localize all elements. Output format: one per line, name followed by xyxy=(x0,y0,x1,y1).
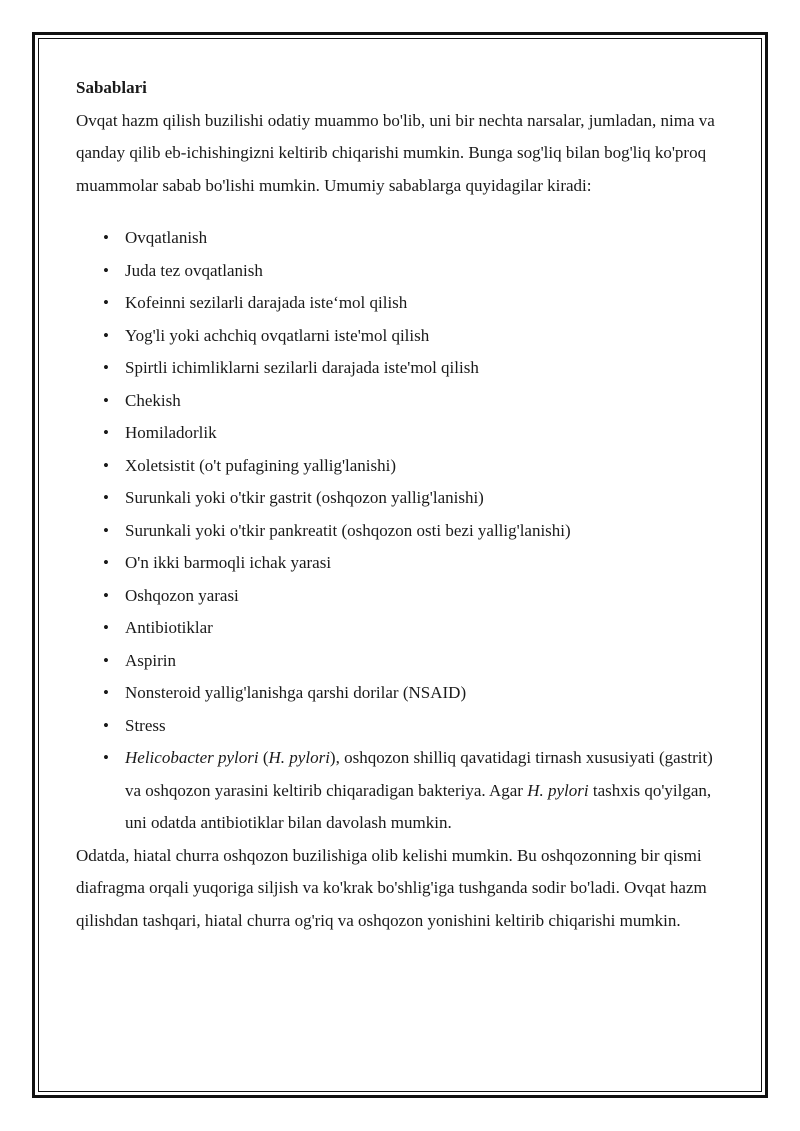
list-item-text: Homiladorlik xyxy=(125,423,217,442)
list-item-text: Stress xyxy=(125,715,166,735)
list-item-text: Antibiotiklar xyxy=(125,618,213,637)
hpylori-abbr: H. pylori xyxy=(268,748,330,767)
bullet-icon: • xyxy=(103,553,109,572)
list-item-hpylori xyxy=(76,742,732,840)
list-item xyxy=(76,612,732,645)
bullet-icon: • xyxy=(103,715,109,735)
list-item-text: Juda tez ovqatlanish xyxy=(125,260,263,280)
section-heading: Sabablari xyxy=(76,78,147,97)
hpylori-name: Helicobacter pylori xyxy=(125,748,259,767)
bullet-icon: • xyxy=(103,293,109,312)
list-item-text: Oshqozon yarasi xyxy=(125,585,239,605)
list-item-text: Yog'li yoki achchiq ovqatlarni iste'mol qilish xyxy=(125,325,430,345)
document-content xyxy=(76,72,732,937)
list-item xyxy=(76,580,732,613)
bullet-icon: • xyxy=(103,488,109,507)
list-item-text: Surunkali yoki o'tkir pankreatit (oshqozon osti bezi yallig'lanishi) xyxy=(125,520,571,540)
causes-list xyxy=(76,222,732,840)
list-item-text: Kofeinni sezilarli darajada isteʻmol qilish xyxy=(125,293,408,312)
hpylori-text-1: ), oshqozon shilliq qavatidagi tirnash xususiyati (gastrit) va oshqozon yarasini keltirib chiqaradigan bakteriya. Agar xyxy=(125,748,713,800)
bullet-icon: • xyxy=(103,325,109,345)
hpylori-open-paren: ( xyxy=(258,748,269,767)
bullet-icon: • xyxy=(103,748,109,767)
list-item xyxy=(76,450,732,483)
bullet-icon: • xyxy=(103,683,109,702)
list-item xyxy=(76,417,732,450)
intro-paragraph: Ovqat hazm qilish buzilishi odatiy muammo bo'lib, uni bir nechta narsalar, jumladan, nima va qanday qilib eb-ichishingizni keltirib chiqarishi mumkin. Bunga sog'liq bilan bog'liq ko'proq muammolar sabab bo'lishi mumkin. Umumiy sabablarga quyidagilar kiradi: xyxy=(76,110,715,195)
list-item xyxy=(76,320,732,353)
list-item xyxy=(76,482,732,515)
list-item-text: O'n ikki barmoqli ichak yarasi xyxy=(125,553,332,572)
bullet-icon: • xyxy=(103,358,109,377)
bullet-icon: • xyxy=(103,520,109,540)
closing-paragraph: Odatda, hiatal churra oshqozon buzilishiga olib kelishi mumkin. Bu oshqozonning bir qismi diafragma orqali yuqoriga siljish va ko'krak bo'shlig'iga tushganda sodir bo'ladi. Ovqat hazm qilishdan tashqari, hiatal churra og'riq va oshqozon yonishini keltirib chiqarishi mumkin. xyxy=(76,845,707,930)
list-item-text: Surunkali yoki o'tkir gastrit (oshqozon yallig'lanishi) xyxy=(125,488,484,507)
hpylori-text-2: tashxis qo'yilgan, uni odatda antibiotiklar bilan davolash mumkin. xyxy=(125,780,712,832)
bullet-icon: • xyxy=(103,585,109,605)
hpylori-abbr-2: H. pylori xyxy=(527,780,589,800)
bullet-icon: • xyxy=(103,650,109,670)
list-item xyxy=(76,547,732,580)
list-item-text: Chekish xyxy=(125,390,181,410)
list-item xyxy=(76,352,732,385)
bullet-icon: • xyxy=(103,455,109,475)
list-item-text: Aspirin xyxy=(125,650,176,670)
list-item-text: Xoletsistit (o't pufagining yallig'lanishi) xyxy=(125,455,397,475)
list-item xyxy=(76,287,732,320)
list-item xyxy=(76,515,732,548)
list-item xyxy=(76,385,732,418)
bullet-icon: • xyxy=(103,423,109,442)
bullet-icon: • xyxy=(103,260,109,280)
list-item xyxy=(76,255,732,288)
bullet-icon: • xyxy=(103,390,109,410)
bullet-icon: • xyxy=(103,618,109,637)
list-item-text: Spirtli ichimliklarni sezilarli darajada iste'mol qilish xyxy=(125,358,479,377)
list-item xyxy=(76,222,732,255)
bullet-icon: • xyxy=(103,228,109,247)
list-item xyxy=(76,645,732,678)
list-item xyxy=(76,710,732,743)
list-item-text: Ovqatlanish xyxy=(125,228,208,247)
list-item xyxy=(76,677,732,710)
list-item-text: Nonsteroid yallig'lanishga qarshi dorilar (NSAID) xyxy=(125,683,467,702)
